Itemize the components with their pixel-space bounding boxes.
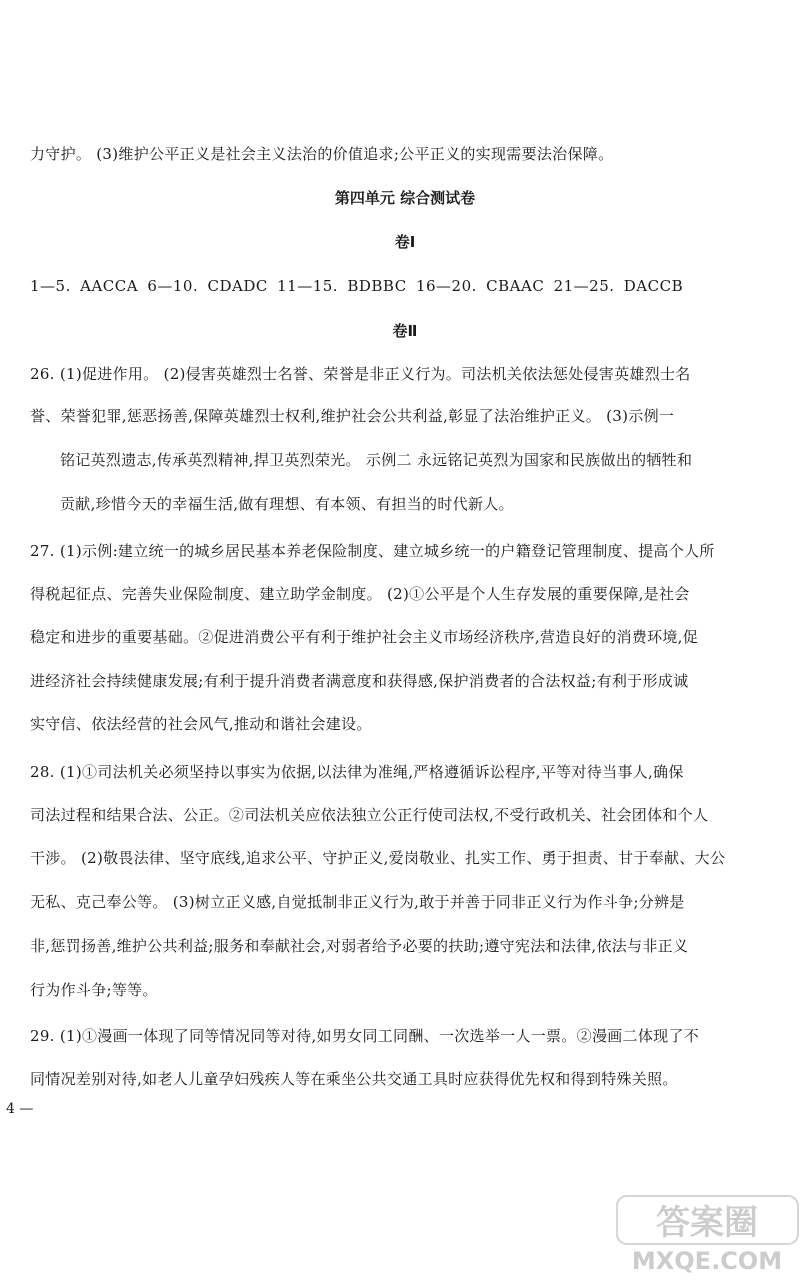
watermark-text-bottom: MXQE.COM [631, 1247, 783, 1274]
question-28-line: 无私、克己奉公等。 (3)树立正义感,自觉抵制非正义行为,敢于并善于同非正义行为作斗争;分辨是 [30, 893, 685, 911]
watermark-text-top: 答案圈 [656, 1203, 758, 1243]
section-heading-vol2: 卷Ⅱ [392, 322, 418, 340]
question-27-line: 进经济社会持续健康发展;有利于提升消费者满意度和获得感,保护消费者的合法权益;有利于形成诚 [30, 672, 689, 690]
question-26-line: 贡献,珍惜今天的幸福生活,做有理想、有本领、有担当的时代新人。 [60, 495, 514, 513]
question-27-line: 实守信、依法经营的社会风气,推动和谐社会建设。 [30, 715, 372, 733]
answer-key-line: 1—5. AACCA 6—10. CDADC 11—15. BDBBC 16—20. CBAAC 21—25. DACCB [30, 277, 684, 295]
question-29-line: 29. (1)①漫画一体现了同等情况同等对待,如男女同工同酬、一次选举一人一票。②漫画二体现了不 [30, 1027, 700, 1045]
section-heading-vol1: 卷Ⅰ [394, 233, 416, 251]
question-26-line: 铭记英烈遗志,传承英烈精神,捍卫英烈荣光。 示例二 永远铭记英烈为国家和民族做出的牺牲和 [60, 451, 693, 469]
unit-title: 第四单元 综合测试卷 [334, 189, 476, 207]
question-28-line: 28. (1)①司法机关必须坚持以事实为依据,以法律为准绳,严格遵循诉讼程序,平等对待当事人,确保 [30, 763, 684, 781]
page-number: 4 — [6, 1101, 34, 1117]
question-27-line: 27. (1)示例:建立统一的城乡居民基本养老保险制度、建立城乡统一的户籍登记管理制度、提高个人所 [30, 542, 715, 560]
question-28-line: 司法过程和结果合法、公正。②司法机关应依法独立公正行使司法权,不受行政机关、社会团体和个人 [30, 806, 709, 824]
question-26-line: 26. (1)促进作用。 (2)侵害英雄烈士名誉、荣誉是非正义行为。司法机关依法惩处侵害英雄烈士名 [30, 365, 691, 383]
question-27-line: 得税起征点、完善失业保险制度、建立助学金制度。 (2)①公平是个人生存发展的重要保障,是社会 [30, 585, 690, 603]
question-26-line: 誉、荣誉犯罪,惩恶扬善,保障英雄烈士权利,维护社会公共利益,彰显了法治维护正义。 (3)示例一 [30, 407, 675, 425]
question-28-line: 非,惩罚扬善,维护公共利益;服务和奉献社会,对弱者给予必要的扶助;遵守宪法和法律,依法与非正义 [30, 937, 689, 955]
question-28-line: 干涉。 (2)敬畏法律、坚守底线,追求公平、守护正义,爱岗敬业、扎实工作、勇于担责、甘于奉献、大公 [30, 849, 726, 867]
question-29-line: 同情况差别对待,如老人儿童孕妇残疾人等在乘坐公共交通工具时应获得优先权和得到特殊关照。 [30, 1070, 678, 1088]
question-28-line: 行为作斗争;等等。 [30, 981, 158, 999]
watermark-logo [615, 1194, 800, 1274]
text-line: 力守护。 (3)维护公平正义是社会主义法治的价值追求;公平正义的实现需要法治保障。 [30, 145, 614, 163]
question-27-line: 稳定和进步的重要基础。②促进消费公平有利于维护社会主义市场经济秩序,营造良好的消费环境,促 [30, 628, 699, 646]
